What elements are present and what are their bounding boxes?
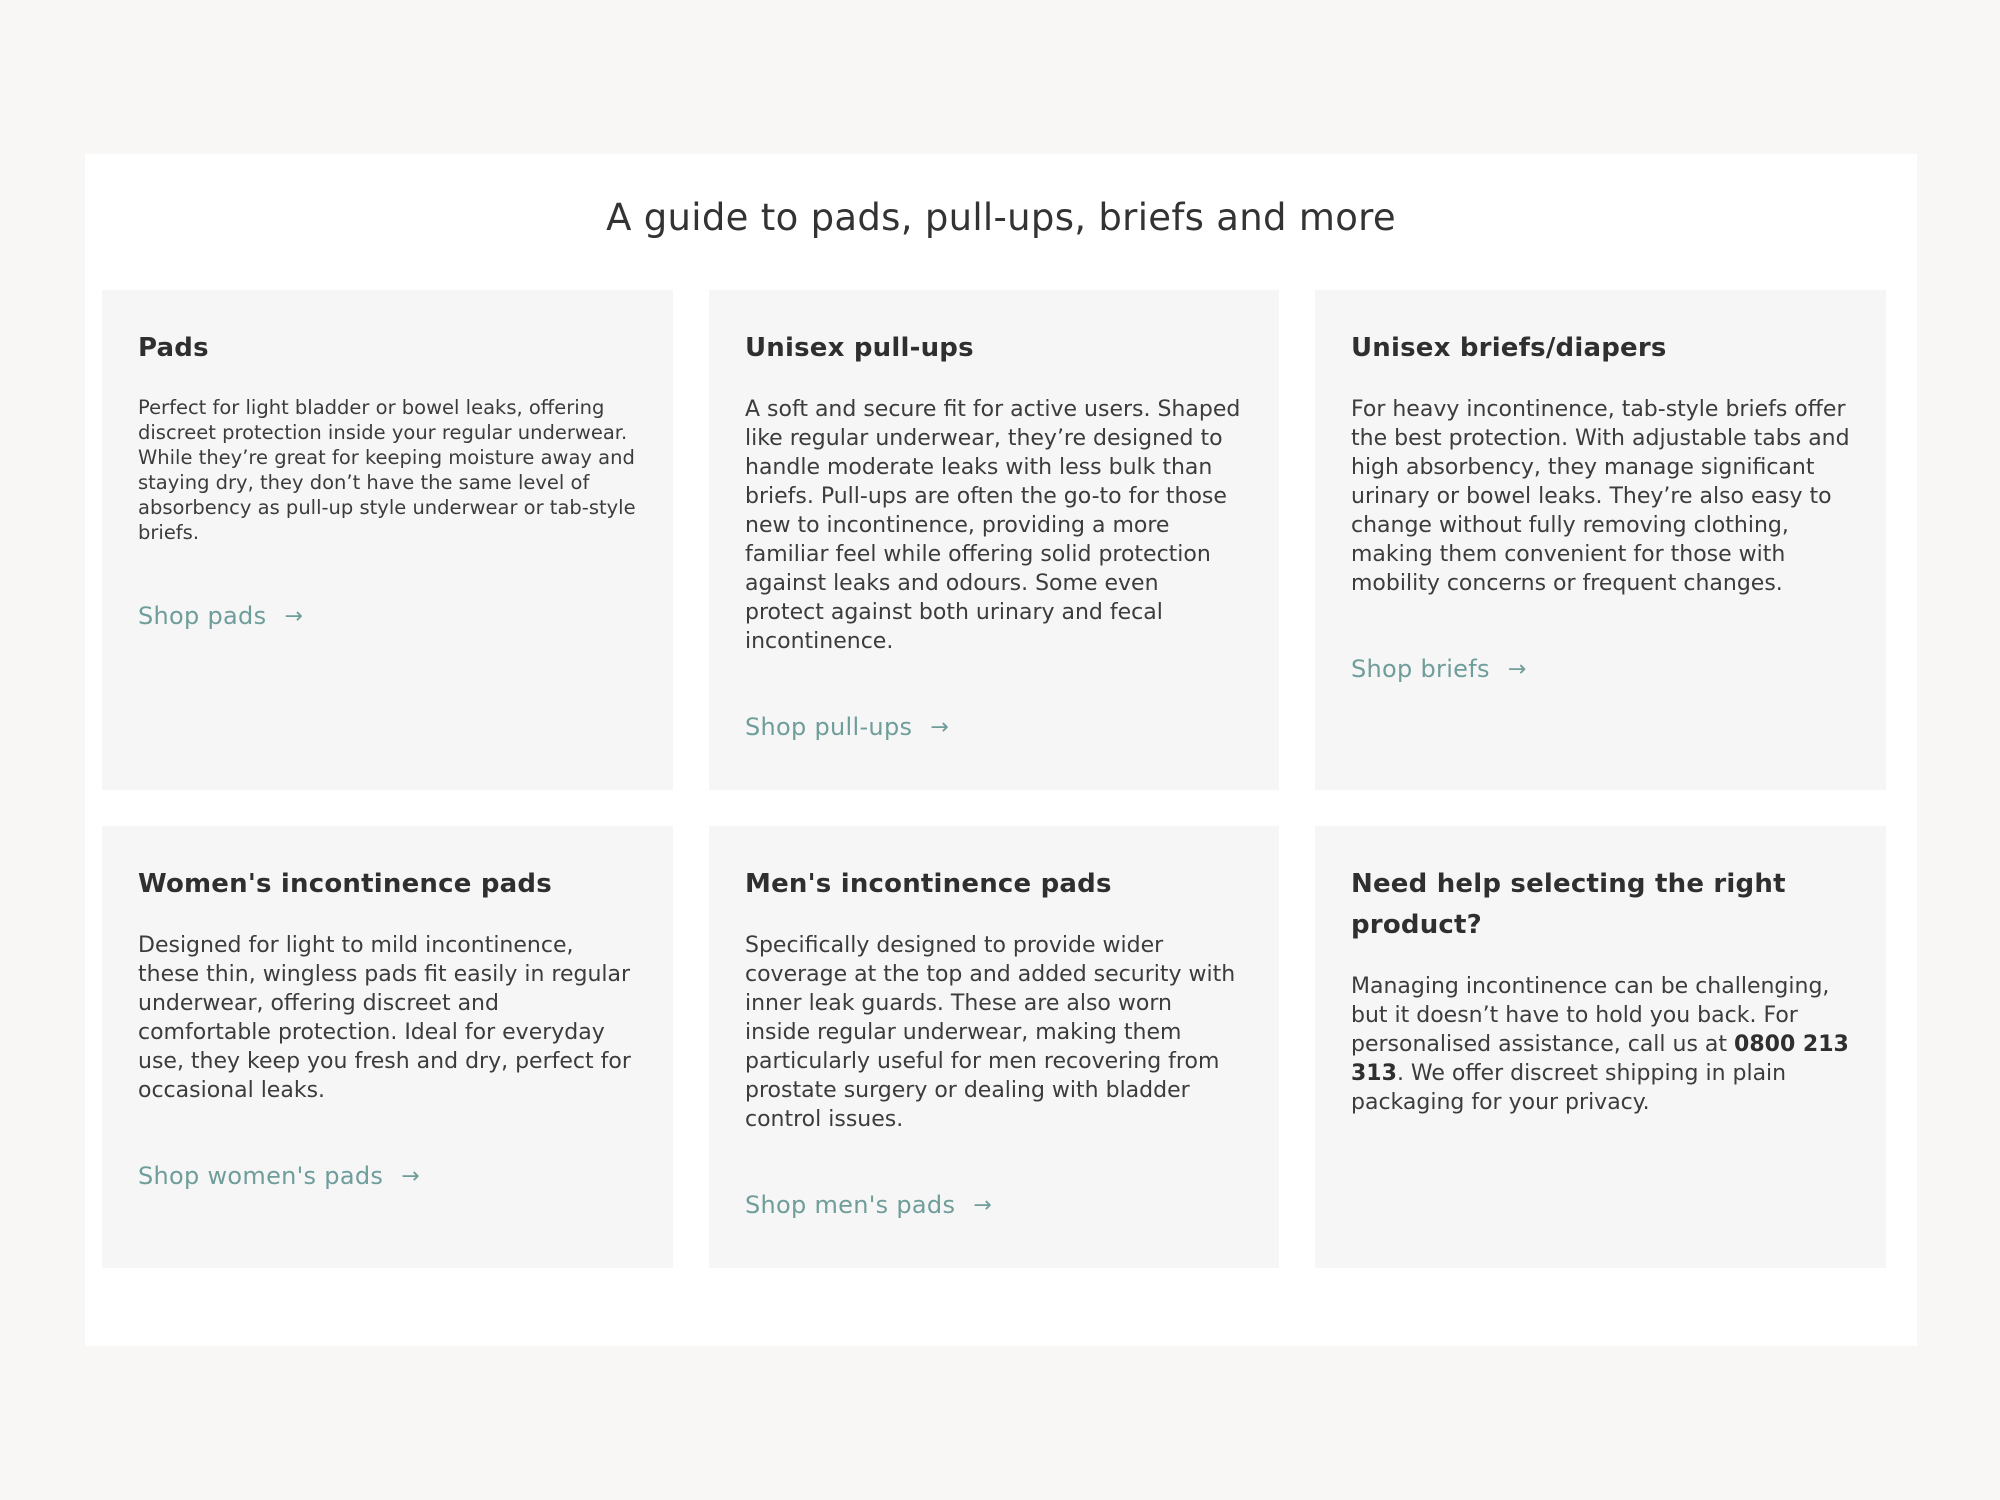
- card-description: For heavy incontinence, tab-style briefs offer the best protection. With adjustable tabs and high absorbency, they manage significant urinary or bowel leaks. They’re also easy to change without fully removing clothing, making them convenient for those with mobility concerns or frequent changes.: [1351, 397, 1850, 596]
- card-title: Unisex briefs/diapers: [1351, 333, 1667, 363]
- card-title: Women's incontinence pads: [138, 869, 552, 899]
- card-title: Men's incontinence pads: [745, 869, 1112, 899]
- phone-number: 0800 213 313: [1351, 1032, 1849, 1086]
- link-label: Shop men's pads: [745, 1191, 956, 1219]
- help-description: [1351, 972, 1850, 1117]
- arrow-right-icon: →: [1507, 656, 1527, 682]
- shop-briefs-link[interactable]: [1351, 655, 1527, 683]
- card-unisex-briefs: [1315, 290, 1886, 790]
- card-description: A soft and secure fit for active users. Shaped like regular underwear, they’re designed to handle moderate leaks with less bulk than briefs. Pull-ups are often the go-to for those new to incontinence, providing a more familiar feel while offering solid protection against leaks and odours. Some even protect against both urinary and fecal incontinence.: [745, 397, 1241, 654]
- link-label: Shop briefs: [1351, 655, 1490, 683]
- arrow-right-icon: →: [973, 1192, 992, 1218]
- shop-pads-link[interactable]: [138, 602, 303, 630]
- card-description: Perfect for light bladder or bowel leaks, offering discreet protection inside your regular underwear. While they’re great for keeping moisture away and staying dry, they don’t have the same level of absorbency as pull-up style underwear or tab-style briefs.: [138, 396, 636, 544]
- arrow-right-icon: →: [284, 603, 304, 629]
- help-text-before: Managing incontinence can be challenging, but it doesn’t have to hold you back. For personalised assistance, call us at: [1351, 974, 1830, 1057]
- help-text-after: . We offer discreet shipping in plain packaging for your privacy.: [1351, 1061, 1787, 1115]
- card-womens-pads: [102, 826, 673, 1268]
- link-label: Shop pull-ups: [745, 713, 913, 741]
- card-unisex-pull-ups: [709, 290, 1279, 790]
- card-title: Pads: [138, 333, 209, 363]
- section-title: A guide to pads, pull-ups, briefs and more: [606, 196, 1396, 239]
- arrow-right-icon: →: [401, 1163, 420, 1189]
- arrow-right-icon: →: [930, 714, 950, 740]
- shop-womens-pads-link[interactable]: [138, 1162, 420, 1190]
- card-title: Unisex pull-ups: [745, 333, 974, 363]
- card-mens-pads: [709, 826, 1279, 1268]
- card-pads: [102, 290, 673, 790]
- link-label: Shop women's pads: [138, 1162, 384, 1190]
- card-help: [1315, 826, 1886, 1268]
- shop-mens-pads-link[interactable]: [745, 1191, 992, 1219]
- shop-pull-ups-link[interactable]: [745, 713, 949, 741]
- card-title: Need help selecting the right product?: [1351, 869, 1786, 940]
- guide-panel: [85, 154, 1917, 1346]
- link-label: Shop pads: [138, 602, 267, 630]
- card-description: Designed for light to mild incontinence, these thin, wingless pads fit easily in regular underwear, offering discreet and comfortable protection. Ideal for everyday use, they keep you fresh and dry, perfect for occasional leaks.: [138, 933, 631, 1103]
- card-description: Specifically designed to provide wider coverage at the top and added security with inner leak guards. These are also worn inside regular underwear, making them particularly useful for men recovering from prostate surgery or dealing with bladder control issues.: [745, 933, 1236, 1132]
